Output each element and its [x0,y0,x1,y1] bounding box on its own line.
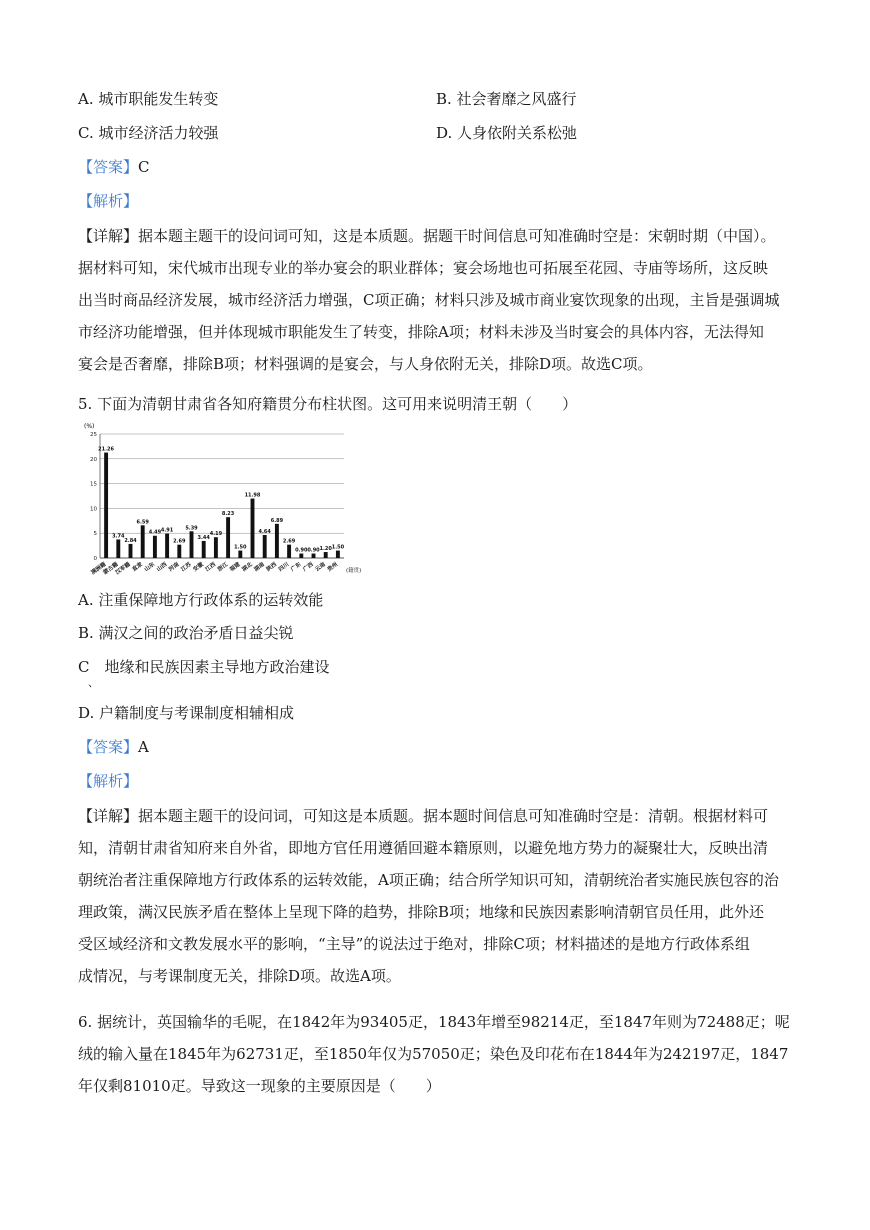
bar [104,453,108,558]
q5-stem: 5. 下面为清朝甘肃省各知府籍贯分布柱状图。这可用来说明清王朝（ ） [78,395,578,413]
data-label: 4.49 [148,529,162,536]
data-label: 2.69 [282,538,296,545]
bar [287,545,291,558]
data-label: 4.91 [160,527,174,534]
detail-line: 宴会是否奢靡，排除B项；材料强调的是宴会，与人身依附无关，排除D项。故选C项。 [78,355,653,373]
category-label: 山西 [155,561,169,573]
detail-tag: 【详解】 [78,807,139,825]
bar [263,535,267,558]
detail-line: 出当时商品经济发展，城市经济活力增强，C项正确；材料只涉及城市商业宴饮现象的出现，主旨是强调城 [78,291,780,309]
detail-line: 据材料可知，宋代城市出现专业的举办宴会的职业群体；宴会场地也可拓展至花园、寺庙等场所，这反映 [78,259,769,277]
q4-answer [78,156,150,178]
y-tick-label: 0 [93,556,97,562]
q5-answer [78,736,149,758]
category-label: 湖南 [253,561,266,573]
bar [116,539,120,558]
category-label: 贵州 [326,561,340,573]
data-label: 1.50 [234,544,247,551]
y-axis-label: (%) [84,423,95,430]
answer-tag: 【答案】 [78,158,139,176]
category-label: 四川 [277,561,291,573]
data-label: 1.20 [319,546,332,553]
data-label: 6.89 [270,517,284,524]
data-label: 5.39 [185,525,198,532]
q4-option-a: A. 城市职能发生转变 [78,90,219,108]
detail-line [78,220,798,252]
data-label: 6.59 [136,519,149,526]
category-label: 江苏 [180,561,193,573]
detail-line: 受区域经济和文教发展水平的影响，“主导”的说法过于绝对，排除C项；材料描述的是地方行政体系组 [78,935,750,953]
detail-line: 理政策，满汉民族矛盾在整体上呈现下降的趋势，排除B项；地缘和民族因素影响清朝官员任用，此外还 [78,903,765,921]
q6-stem [78,1006,798,1102]
bar [275,524,279,558]
q4-detail [78,220,798,380]
category-label: 广西 [302,561,315,573]
category-label: 福建 [228,561,242,573]
data-label: 2.69 [173,538,186,545]
data-label: 4.64 [258,528,271,535]
analysis-tag: 【解析】 [78,192,139,210]
data-label: 0.90 [295,547,308,554]
bar-chart [82,420,382,580]
category-label: 湖北 [241,561,254,573]
q4-option-c: C. 城市经济活力较强 [78,124,219,142]
bar [312,554,316,558]
q6-line: 年仅剩81010疋。导致这一现象的主要原因是（ ） [78,1077,441,1095]
q6-line: 绒的输入量在1845年为62731疋，至1850年仅为57050疋；染色及印花布在1844年为242197疋，1847 [78,1045,789,1063]
detail-line: 知，清朝甘肃省知府来自外省，即地方官任用遵循回避本籍原则，以避免地方势力的凝聚壮大，反映出清 [78,839,769,857]
y-tick-label: 5 [93,531,97,538]
data-label: 4.19 [209,531,223,538]
detail-line: 成情况，与考课制度无关，排除D项。故选A项。 [78,967,401,985]
category-label: 陕西 [265,561,279,573]
data-label: 2.84 [124,537,137,544]
data-label: 3.74 [112,533,125,540]
y-tick-label: 10 [90,506,97,513]
bar [141,525,145,558]
q5-option-a: A. 注重保障地方行政体系的运转效能 [78,591,324,609]
x-axis-label: (籍贯) [346,568,362,574]
category-label: 广东 [289,561,303,573]
category-label: 浙江 [216,561,230,573]
data-label: 1.50 [331,544,345,551]
q5-option-c-mark: 、 [88,676,99,689]
answer-value: C [138,158,150,176]
q5-analysis-heading [78,770,138,792]
bar [336,551,340,558]
q5-option-c: C 地缘和民族因素主导地方政治建设 [78,658,330,676]
category-label: 河南 [167,561,181,573]
bar [165,534,169,558]
category-label: 蒙古籍 [102,561,120,577]
y-tick-label: 25 [90,432,97,438]
category-label: 山东 [143,561,157,573]
category-label: 云南 [314,561,327,573]
bar [299,554,303,558]
q5-option-b: B. 满汉之间的政治矛盾日益尖锐 [78,624,294,642]
y-tick-label: 20 [90,456,97,463]
category-label: 汉军籍 [114,561,132,577]
category-label: 安徽 [192,561,205,573]
y-tick-label: 15 [90,481,97,488]
q6-line: 6. 据统计，英国输华的毛呢，在1842年为93405疋，1843年增至98214疋，至1847年则为72488疋；呢 [78,1013,790,1031]
detail-line [78,800,798,832]
detail-text: 据本题主题干的设问词，可知这是本质题。据本题时间信息可知准确时空是：清朝。根据材料可 [138,807,769,825]
answer-tag: 【答案】 [78,738,139,756]
data-label: 0.90 [307,547,320,554]
bar [202,541,206,558]
bar [153,536,157,558]
answer-value: A [138,738,149,756]
bar [238,551,242,558]
category-label: 满洲籍 [90,561,108,577]
analysis-tag: 【解析】 [78,772,139,790]
bar [324,552,328,558]
q4-analysis-heading [78,190,138,212]
detail-tag: 【详解】 [78,227,139,245]
data-label: 11.98 [244,492,261,499]
bar [226,517,230,558]
bar [177,545,181,558]
data-label: 3.44 [197,534,210,541]
detail-text: 据本题主题干的设问词可知，这是本质题。据题干时间信息可知准确时空是：宋朝时期（中国）。 [138,227,776,245]
q5-option-d: D. 户籍制度与考课制度相辅相成 [78,704,295,722]
category-label: 直隶 [131,561,144,573]
bar [129,544,133,558]
bar [251,499,255,558]
data-label: 21.26 [98,446,115,453]
detail-line: 朝统治者注重保障地方行政体系的运转效能，A项正确；结合所学知识可知，清朝统治者实施民族包容的治 [78,871,779,889]
q5-detail [78,800,798,992]
q4-option-d: D. 人身依附关系松弛 [436,124,578,142]
bar [214,537,218,558]
data-label: 8.23 [221,511,235,518]
detail-line: 市经济功能增强，但并体现城市职能发生了转变，排除A项；材料未涉及当时宴会的具体内容，无法得知 [78,323,764,341]
bar [190,531,194,558]
category-label: 江西 [204,561,218,573]
q4-option-b: B. 社会奢靡之风盛行 [436,90,577,108]
